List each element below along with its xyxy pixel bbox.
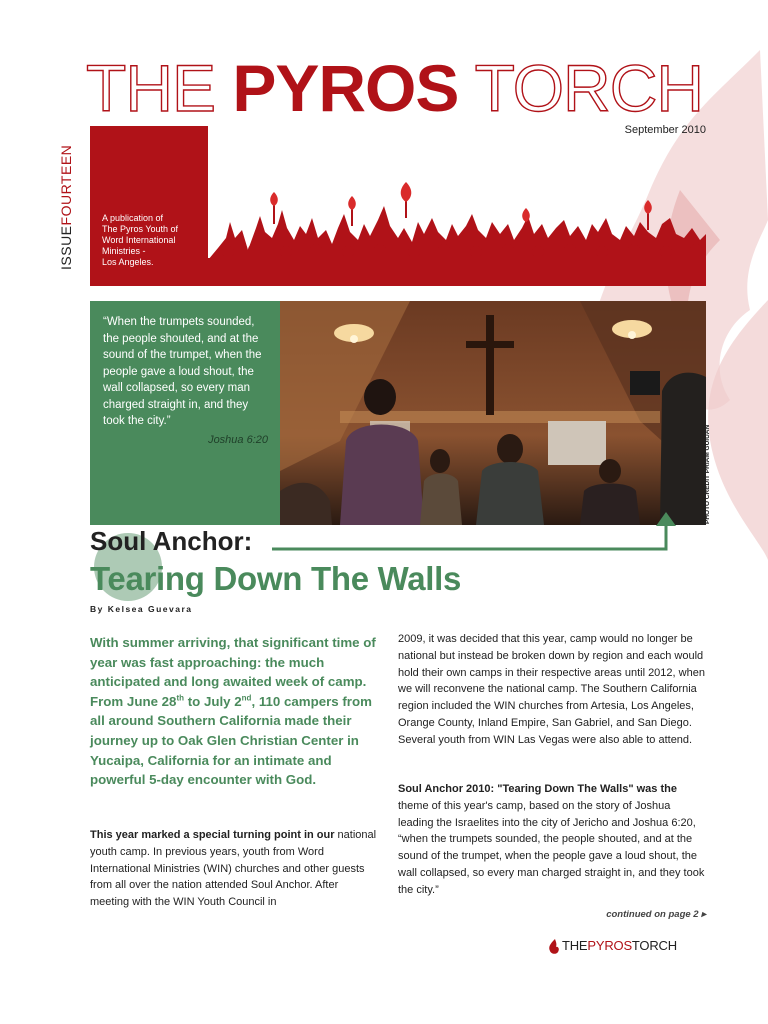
publication-note (102, 213, 206, 268)
publication-note-line: Ministries - (102, 246, 146, 256)
masthead-torch: TORCH (458, 51, 704, 125)
torch-icon (348, 196, 356, 226)
paragraph-text: national youth camp. In previous years, youth from Word International Ministries (WIN) churches and other guests from all over the nation attended Soul Anchor. After meeting with the WIN Youth Council in (90, 829, 377, 909)
paragraph-text: theme of this year's camp, based on the story of Joshua leading the Israelites into the city of Jericho and Joshua 6:20, “when the trumpets sounded, the people shouted, and at the sound of the trumpet, when the people gave a loud shout, the wall collapsed, so every man charged straight in, and they took the city.” (398, 799, 705, 896)
footer-logo-the: THE (562, 938, 588, 953)
torch-icon (644, 200, 652, 230)
masthead-the: THE (86, 51, 233, 125)
footer-logo-torch: TORCH (631, 938, 677, 953)
arrow-up-icon (270, 512, 690, 556)
lede-text: With summer arriving, that significant time of year was fast approaching: the much anticipated and long awaited week of camp. From June 28 (90, 635, 376, 709)
article-headline: Tearing Down The Walls (90, 560, 462, 597)
torch-icon (270, 192, 278, 224)
paragraph-lead-in: Soul Anchor 2010: "Tearing Down The Walls" was the (398, 783, 677, 795)
article-column-2-paragraph: 2009, it was decided that this year, camp would no longer be national but instead be broken down by region and each would hold their own camps in their respective areas until 2012, when we will reconvene the national camp. The Southern California region included the WIN churches from Artesia, Los Angeles, Orange County, Inland Empire, San Gabriel, and San Diego. Several youth from WIN Las Vegas were also able to attend. (398, 633, 705, 746)
photo-credit-text: PHOTO CREDIT PRIAM GUIUAN (704, 424, 711, 524)
lede-text: , 110 campers from all around Southern California made their journey up to Oak Glen Christian Center in Yucaipa, California for an intimate and powerful 5-day encounter with God. (90, 693, 372, 788)
footer-logo-pyros: PYROS (587, 938, 632, 953)
lede-superscript: nd (241, 693, 252, 703)
flame-icon (548, 939, 560, 955)
article-column-1 (90, 827, 380, 911)
paragraph-lead-in: This year marked a special turning point in our (90, 829, 335, 841)
article-column-2-paragraph (398, 781, 706, 899)
masthead-pyros: PYROS (232, 51, 459, 125)
publication-note-line: The Pyros Youth of (102, 224, 179, 234)
issue-date: September 2010 (624, 124, 706, 136)
crowd-silhouette-banner (208, 178, 706, 286)
continued-on-page-link[interactable]: continued on page 2 ▸ (606, 909, 706, 920)
publication-note-line: A publication of (102, 213, 164, 223)
publication-note-line: Word International (102, 235, 176, 245)
lede-text: to July 2 (184, 693, 242, 709)
quote-citation: Joshua 6:20 (208, 434, 268, 446)
article-lede (90, 633, 380, 790)
article-kicker: Soul Anchor: (90, 526, 253, 556)
footer-logo (548, 938, 708, 958)
worship-photo (280, 301, 706, 525)
issue-label (58, 125, 80, 270)
scripture-quote: “When the trumpets sounded, the people shouted, and at the sound of the trumpet, when the people gave a loud shout, the wall collapsed, so every man charged straight in, and they took the city.” (103, 316, 262, 427)
lede-superscript: th (176, 693, 185, 703)
article-byline: By Kelsea Guevara (90, 604, 193, 614)
publication-note-line: Los Angeles. (102, 257, 154, 267)
issue-prefix: ISSUE (58, 225, 74, 270)
issue-number: FOURTEEN (58, 144, 74, 226)
photo-credit (700, 300, 716, 524)
torch-icon (401, 182, 412, 218)
masthead-title (86, 48, 726, 128)
